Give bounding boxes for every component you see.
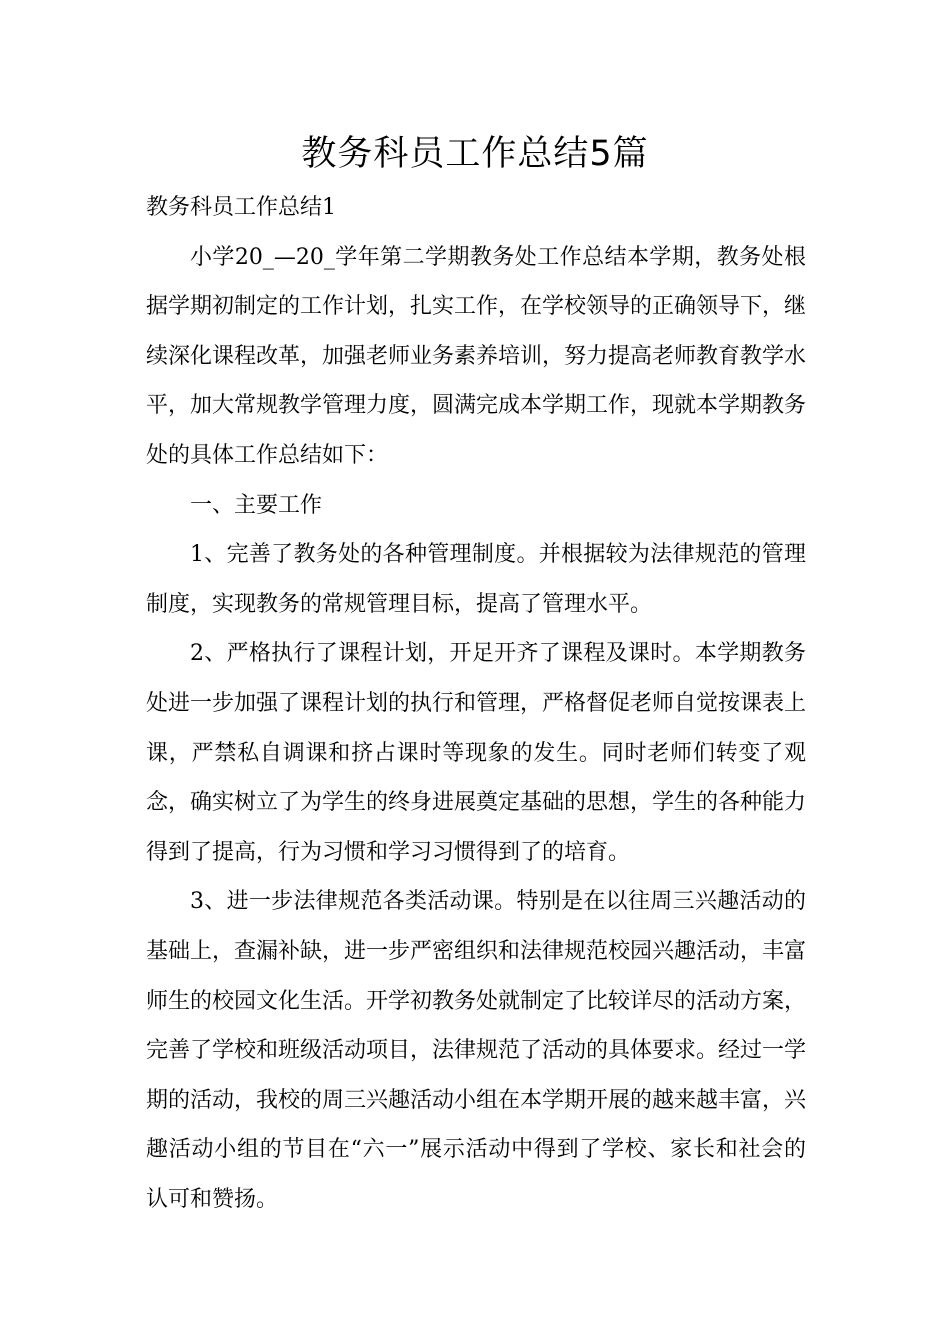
paragraph-intro: 小学20_—20_学年第二学期教务处工作总结本学期，教务处根据学期初制定的工作计划，扎实工作，在学校领导的正确领导下，继续深化课程改革，加强老师业务素养培训，努力提高老师教育教学水平，加大常规教学管理力度，圆满完成本学期工作，现就本学期教务处的具体工作总结如下： <box>146 244 807 468</box>
paragraph-item-2: 2、严格执行了课程计划，开足开齐了课程及课时。本学期教务处进一步加强了课程计划的执行和管理，严格督促老师自觉按课表上课，严禁私自调课和挤占课时等现象的发生。同时老师们转变了观念，确实树立了为学生的终身进展奠定基础的思想，学生的各种能力得到了提高，行为习惯和学习习惯得到了的培育。 <box>146 641 807 865</box>
section-heading: 教务科员工作总结1 <box>146 195 336 220</box>
document-title: 教务科员工作总结5篇 <box>301 134 649 174</box>
paragraph-item-1: 1、完善了教务处的各种管理制度。并根据较为法律规范的管理制度，实现教务的常规管理目标，提高了管理水平。 <box>146 542 806 617</box>
paragraph-item-3: 3、进一步法律规范各类活动课。特别是在以往周三兴趣活动的基础上，查漏补缺，进一步严密组织和法律规范校园兴趣活动，丰富师生的校园文化生活。开学初教务处就制定了比较详尽的活动方案，完善了学校和班级活动项目，法律规范了活动的具体要求。经过一学期的活动，我校的周三兴趣活动小组在本学期开展的越来越丰富，兴趣活动小组的节目在“六一”展示活动中得到了学校、家长和社会的认可和赞扬。 <box>146 889 807 1212</box>
paragraph-main-work-heading: 一、主要工作 <box>190 492 323 518</box>
document-body <box>146 183 806 1224</box>
